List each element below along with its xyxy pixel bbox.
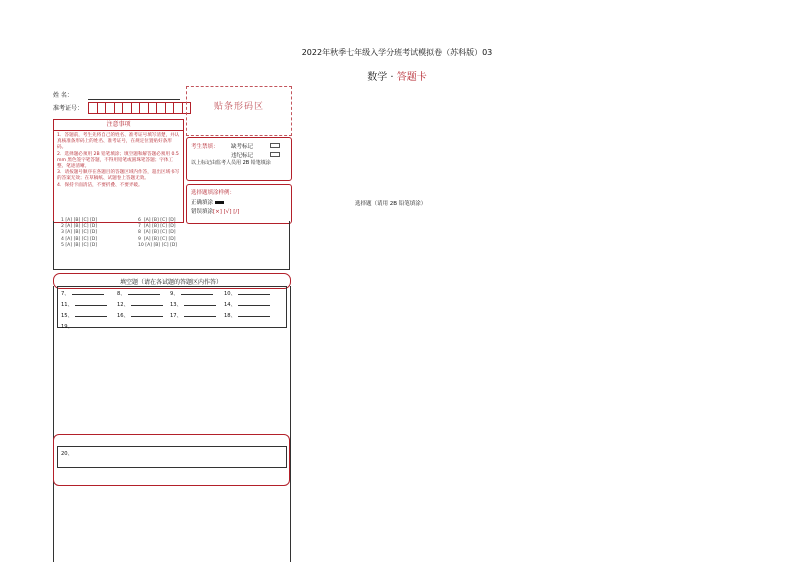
absent-mark-label: 缺考标记 [231,144,254,150]
name-label: 姓 名： [53,92,73,99]
blank-q13[interactable] [170,300,216,308]
absent-mark-box[interactable] [270,143,280,148]
blank-q14[interactable] [224,300,270,308]
question-number: 11、 [61,302,73,308]
barcode-area [186,86,292,136]
question-number: 13、 [170,302,182,308]
notice-title: 注意事项 [54,120,183,131]
absent-note: 以上标记由监考人员用 2B 铅笔填涂 [191,160,271,166]
name-field[interactable] [88,91,180,100]
wrong-fill-row [191,207,239,215]
wrong-fill-label: 错误填涂 [191,209,214,215]
card-subtitle [0,68,794,83]
question-19-label: 19、 [61,324,73,330]
question-number: 12、 [117,302,129,308]
blank-q8[interactable] [117,289,160,297]
fill-example-box [186,184,292,224]
question-number: 9、 [170,291,179,297]
fill-example-title: 选择题填涂样例： [191,190,236,196]
question-20-label: 20、 [61,451,73,457]
mc-column-1[interactable]: 1 [A] [B] [C] [D] 2 [A] [B] [C] [D] 3 [A] [B] [C] [D] 4 [A] [B] [C] [D] 5 [A] [B] [C] [D] [61,218,98,248]
blank-q10[interactable] [224,289,270,297]
violation-mark-box[interactable] [270,152,280,157]
question-number: 14、 [224,302,236,308]
barcode-label: 贴条形码区 [213,102,264,112]
question-number: 17、 [170,313,182,319]
blank-q15[interactable] [61,311,107,319]
blank-q7[interactable] [61,289,104,297]
exam-title: 2022年秋季七年级入学分班考试模拟卷（苏科版）03 [301,48,493,57]
blank-q18[interactable] [224,311,270,319]
question-19-answer-area[interactable] [57,330,285,434]
question-number: 10、 [224,291,236,297]
absent-label: 考生禁填： [191,144,219,150]
mc-column-2[interactable]: 6 [A] [B] [C] [D] 7 [A] [B] [C] [D] 8 [A] [B] [C] [D] 9 [A] [B] [C] [D] 10 [A] [B] [C] [D] [138,218,178,248]
answer-card-label: 答题卡 [396,72,427,83]
notice-item: 1．答题前，考生先将自己的姓名、准考证号填写清楚，并认真核准条形码上的姓名、准考证号，在规定位置贴好条形码。 [57,133,180,151]
blank-q11[interactable] [61,300,107,308]
blank-q16[interactable] [117,311,163,319]
subject-label: 数学 · [367,72,397,83]
notice-item: 2．选择题必须用 2B 铅笔填涂；填空题和解答题必须用 0.5 mm 黑色签字笔答题，不得用铅笔或圆珠笔答题；字体工整、笔迹清晰。 [57,151,179,170]
absent-box [186,137,292,181]
question-number: 7、 [61,291,70,297]
exam-id-label: 准考证号： [53,105,84,112]
blank-q12[interactable] [117,300,163,308]
notice-item: 3．请按题号顺序在各题目的答题区域内作答，超出区域书写的答案无效；在草稿纸、试题卷上答题无效。 [57,170,180,182]
question-number: 8、 [117,291,126,297]
notice-box [53,119,184,223]
filled-sample-icon [215,201,224,204]
violation-mark-label: 违纪标记 [231,153,254,159]
wrong-fill-samples: [×] [√] [/] [213,209,240,215]
notice-body [54,131,183,191]
correct-fill-row [191,198,224,206]
question-20-answer-area[interactable] [57,446,287,468]
correct-fill-label: 正确填涂 [191,200,214,206]
blank-q9[interactable] [170,289,213,297]
mc-section-label: 选择题（请用 2B 铅笔填涂） [355,201,427,207]
question-number: 15、 [61,313,73,319]
question-number: 16、 [117,313,129,319]
exam-id-boxes[interactable] [88,102,191,114]
fill-blank-title: 填空题（请在各试题的答题区内作答） [119,279,222,286]
question-number: 18、 [224,313,236,319]
notice-item: 4．保持卡面清洁，不要折叠、不要弄破。 [57,182,143,188]
blank-q17[interactable] [170,311,216,319]
